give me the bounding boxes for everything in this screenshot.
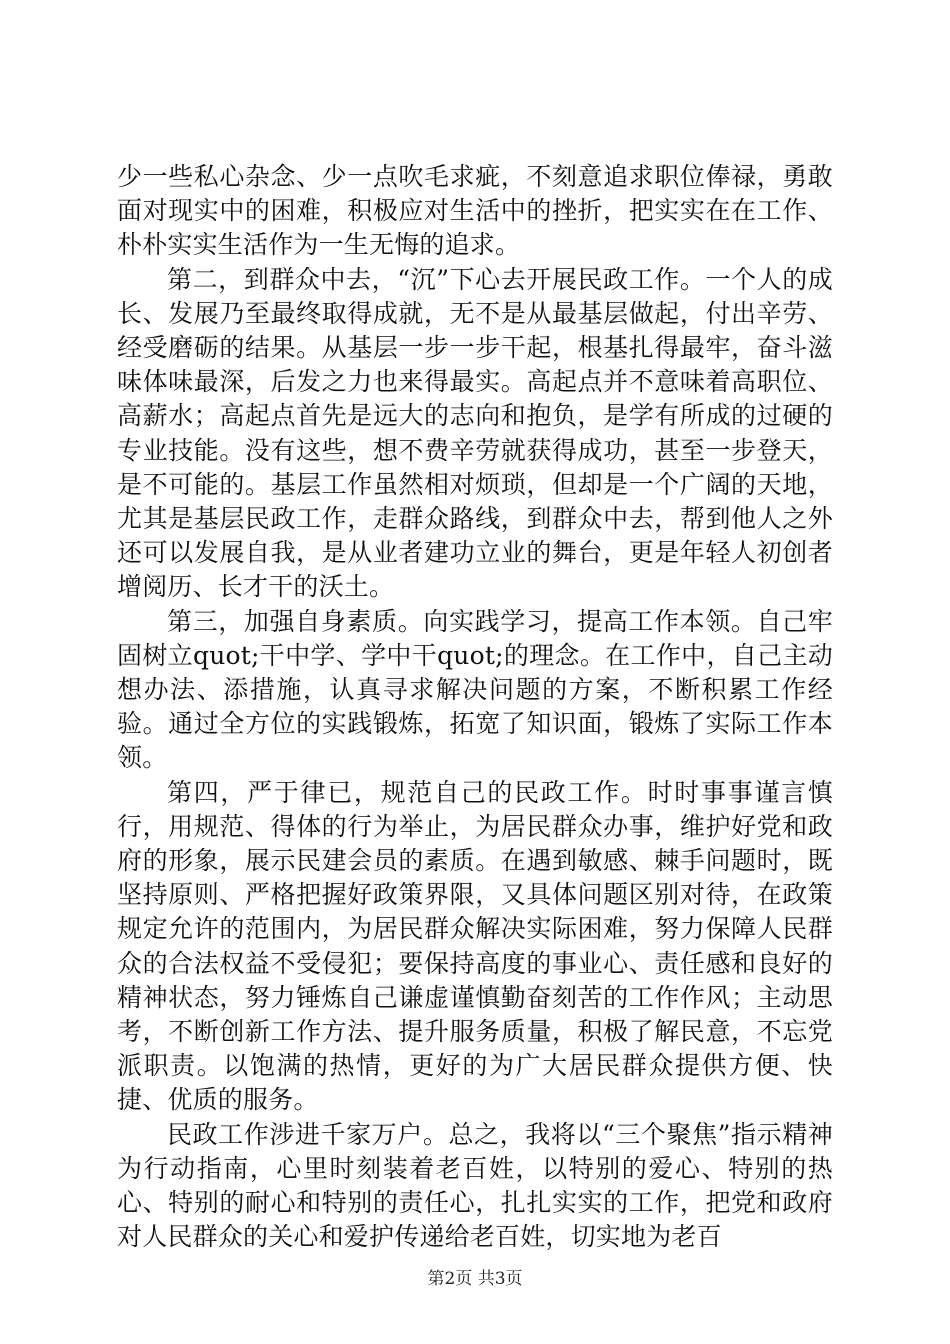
paragraph-2: 第二，到群众中去，“沉”下心去开展民政工作。一个人的成长、发展乃至最终取得成就，无不是从最基层做起，付出辛劳、经受磨砺的结果。从基层一步一步干起，根基扎得最牢，奋斗滋味体味最深，后发之力也来得最实。高起点并不意味着高职位、高薪水；高起点首先是远大的志向和抱负，是学有所成的过硬的专业技能。没有这些，想不费辛劳就获得成功，甚至一步登天，是不可能的。基层工作虽然相对烦琐，但却是一个广阔的天地，尤其是基层民政工作，走群众路线，到群众中去，帮到他人之外还可以发展自我，是从业者建功立业的舞台，更是年轻人初创者增阅历、长才干的沃土。	[117, 264, 833, 602]
paragraph-5: 民政工作涉进千家万户。总之，我将以“三个聚焦”指示精神为行动指南，心里时刻装着老百姓，以特别的爱心、特别的热心、特别的耐心和特别的责任心，扎扎实实的工作，把党和政府对人民群众的关心和爱护传递给老百姓，切实地为老百	[117, 1119, 833, 1252]
page-footer: 第2页 共3页	[427, 1269, 523, 1289]
paragraph-4: 第四，严于律已，规范自己的民政工作。时时事事谨言慎行，用规范、得体的行为举止，为居民群众办事，维护好党和政府的形象，展示民建会员的素质。在遇到敏感、棘手问题时，既坚持原则、严格把握好政策界限，又具体问题区别对待，在政策规定允许的范围内，为居民群众解决实际困难，努力保障人民群众的合法权益不受侵犯；要保持高度的事业心、责任感和良好的精神状态，努力锤炼自己谦虚谨慎勤奋刻苦的工作作风；主动思考，不断创新工作方法、提升服务质量，积极了解民意，不忘党派职责。以饱满的热情，更好的为广大居民群众提供方便、快捷、优质的服务。	[117, 777, 833, 1115]
paragraph-1: 少一些私心杂念、少一点吹毛求疵，不刻意追求职位俸禄，勇敢面对现实中的困难，积极应对生活中的挫折，把实实在在工作、朴朴实实生活作为一生无悔的追求。	[117, 162, 833, 260]
document-body	[117, 160, 833, 1255]
paragraph-3: 第三，加强自身素质。向实践学习，提高工作本领。自己牢固树立quot;干中学、学中干quot;的理念。在工作中，自己主动想办法、添措施，认真寻求解决问题的方案，不断积累工作经验。通过全方位的实践锻炼，拓宽了知识面，锻炼了实际工作本领。	[117, 606, 833, 773]
